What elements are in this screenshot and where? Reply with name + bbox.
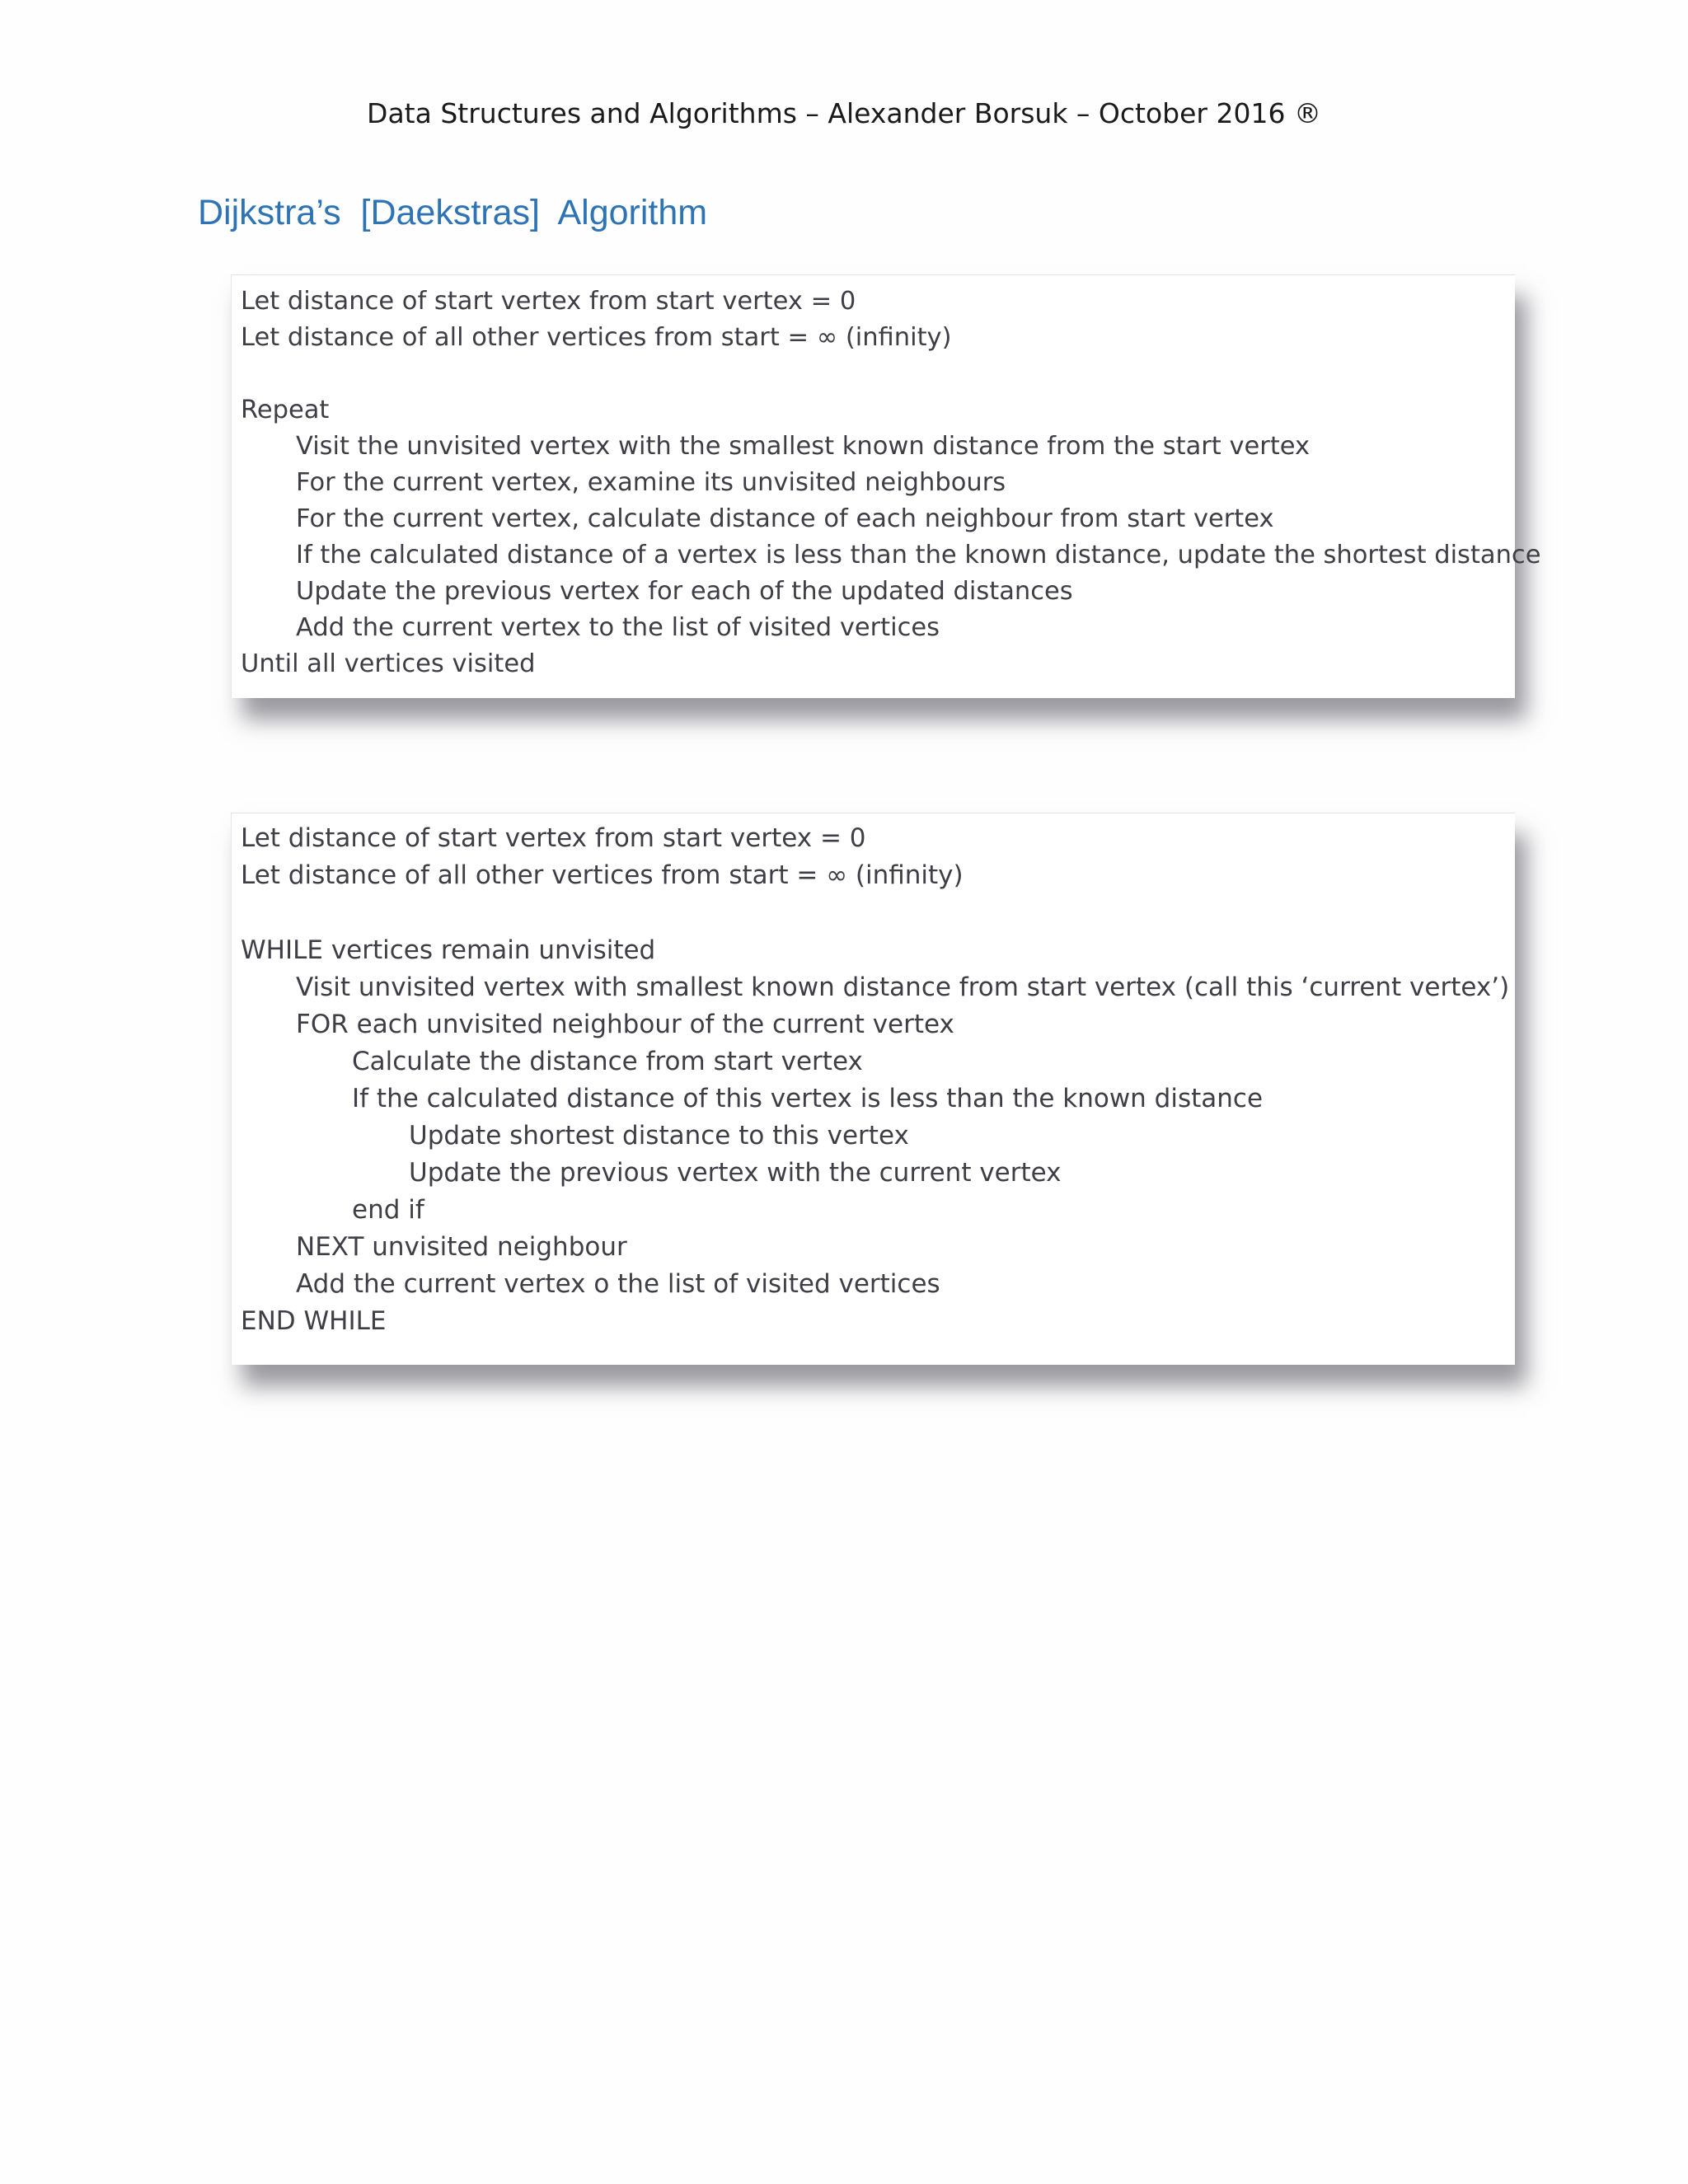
code-line: Let distance of start vertex from start vertex = 0 bbox=[241, 287, 856, 316]
code-line: Repeat bbox=[241, 396, 330, 424]
code-line: Update the previous vertex with the current vertex bbox=[409, 1158, 1062, 1188]
code-line: For the current vertex, examine its unvisited neighbours bbox=[296, 468, 1006, 497]
code-line: Let distance of all other vertices from start = ∞ (infinity) bbox=[241, 323, 952, 352]
code-line: Update the previous vertex for each of the updated distances bbox=[296, 577, 1073, 606]
running-header: Data Structures and Algorithms – Alexander Borsuk – October 2016 ® bbox=[367, 97, 1321, 129]
pseudocode-figure-while bbox=[231, 813, 1515, 1365]
code-line: WHILE vertices remain unvisited bbox=[241, 935, 656, 965]
code-line: END WHILE bbox=[241, 1306, 387, 1336]
code-line: Let distance of start vertex from start vertex = 0 bbox=[241, 823, 866, 853]
code-line: Visit unvisited vertex with smallest known distance from start vertex (call this ‘current vertex’) bbox=[296, 972, 1510, 1002]
page-title: Dijkstra’s [Daekstras] Algorithm bbox=[198, 193, 708, 232]
code-line: Add the current vertex to the list of visited vertices bbox=[296, 613, 940, 642]
code-line: Update shortest distance to this vertex bbox=[409, 1121, 909, 1151]
code-line: Calculate the distance from start vertex bbox=[352, 1047, 863, 1076]
code-line: end if bbox=[352, 1195, 424, 1225]
code-line: NEXT unvisited neighbour bbox=[296, 1232, 627, 1262]
code-line: FOR each unvisited neighbour of the current vertex bbox=[296, 1010, 954, 1039]
pseudocode-figure-repeat bbox=[231, 274, 1541, 698]
code-line: For the current vertex, calculate distance of each neighbour from start vertex bbox=[296, 504, 1274, 533]
code-line: If the calculated distance of a vertex is less than the known distance, update the shortest distance bbox=[296, 541, 1541, 569]
code-line: Let distance of all other vertices from start = ∞ (infinity) bbox=[241, 860, 964, 890]
code-line: Visit the unvisited vertex with the smallest known distance from the start vertex bbox=[296, 432, 1311, 461]
code-line: If the calculated distance of this vertex is less than the known distance bbox=[352, 1084, 1264, 1113]
code-line: Add the current vertex o the list of visited vertices bbox=[296, 1269, 940, 1299]
code-line: Until all vertices visited bbox=[241, 649, 536, 678]
